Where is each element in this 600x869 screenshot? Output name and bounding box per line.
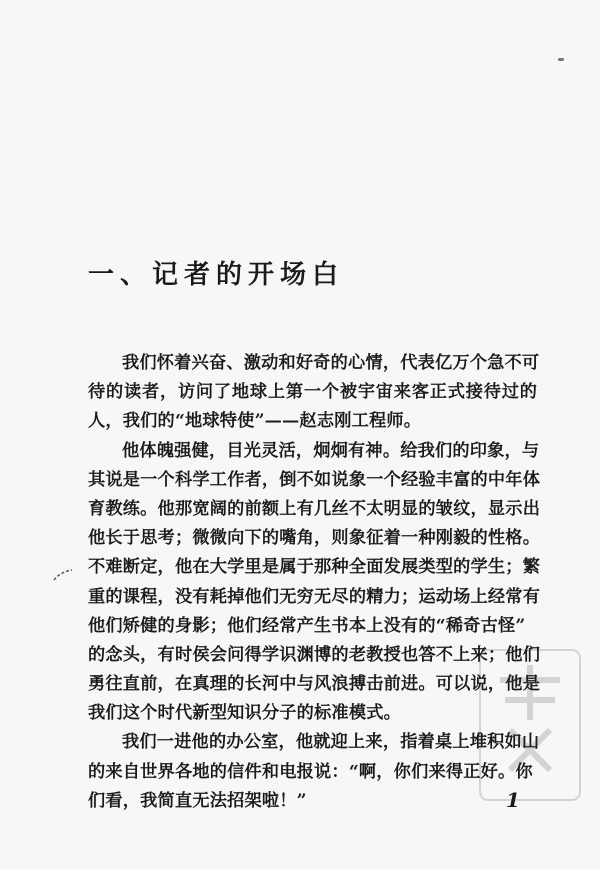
text-line: 育教练。他那宽阔的前额上有几丝不太明显的皱纹，显示出 [88, 498, 541, 519]
text-line: 人，我们的“地球特使”——赵志刚工程师。 [88, 411, 422, 432]
margin-mark [52, 566, 74, 584]
text-line: 重的课程，没有耗掉他们无穷无尽的精力；运动场上经常有 [88, 586, 541, 607]
text-line: 我们这个时代新型知识分子的标准模式。 [88, 703, 401, 724]
text-line: 他体魄强健，目光灵活，炯炯有神。给我们的印象，与 [122, 440, 540, 461]
text-line: 我们怀着兴奋、激动和好奇的心情，代表亿万个急不可 [122, 353, 540, 373]
text-line: 他们矫健的身影；他们经常产生书本上没有的“稀奇古怪” [88, 615, 526, 636]
text-line: 勇往直前，在真理的长河中与风浪搏击前进。可以说，他是 [88, 674, 541, 695]
text-line: 我们一进他的办公室，他就迎上来，指着桌上堆积如山 [122, 732, 540, 753]
text-line: 其说是一个科学工作者，倒不如说象一个经验丰富的中年体 [88, 469, 541, 490]
page-number: 1 [506, 788, 520, 812]
text-line: 不难断定，他在大学里是属于那种全面发展类型的学生；繁 [88, 557, 541, 578]
watermark-seal [470, 640, 590, 810]
chapter-title: 一、记者的开场白 [88, 260, 345, 290]
text-line: 们看，我简直无法招架啦！” [88, 790, 307, 811]
text-line: 他长于思考；微微向下的嘴角，则象征着一种刚毅的性格。 [88, 528, 541, 549]
text-line: 的来自世界各地的信件和电报说：“啊，你们来得正好。你 [88, 761, 533, 782]
print-speck [558, 58, 564, 61]
text-line: 待的读者，访问了地球上第一个被宇宙来客正式接待过的 [88, 382, 538, 403]
text-line: 的念头，有时侯会问得学识渊博的老教授也答不上来；他们 [88, 644, 541, 665]
